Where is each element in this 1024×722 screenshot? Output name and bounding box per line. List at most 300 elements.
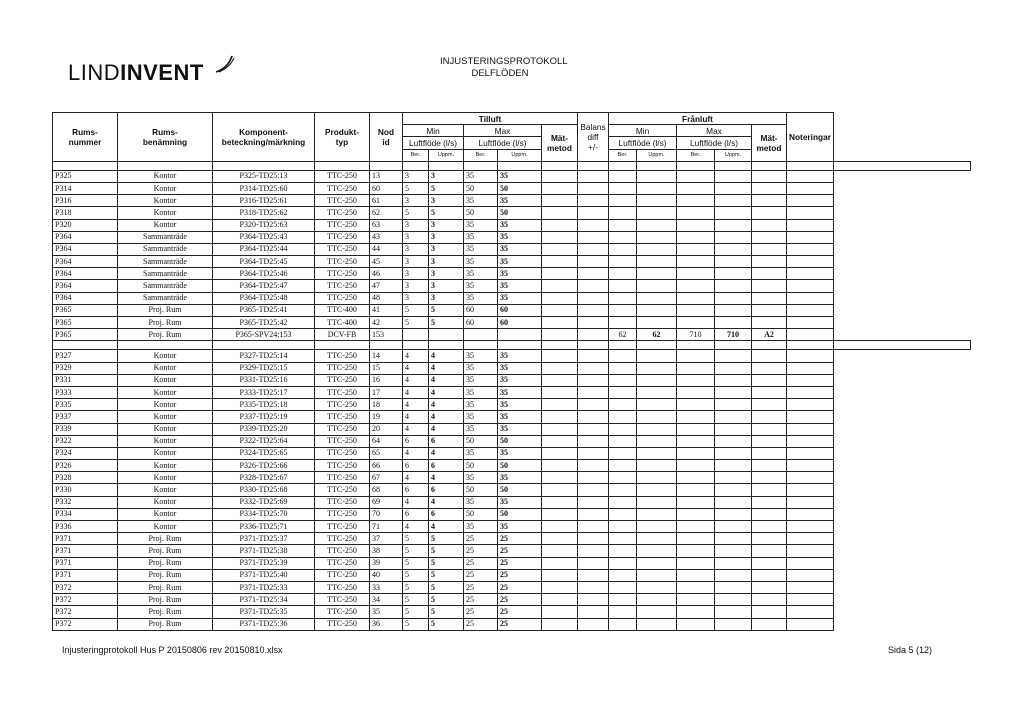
spacer-cell bbox=[370, 161, 403, 170]
cell-tilluft-max-uppm: 35 bbox=[498, 280, 542, 292]
col-header-franluft-matmetod: Mät- metod bbox=[752, 125, 787, 162]
cell-franluft-max-ber bbox=[677, 256, 715, 268]
cell-balans bbox=[578, 292, 609, 304]
cell-tilluft-max-ber: 35 bbox=[464, 472, 498, 484]
cell-tilluft-max-ber: 35 bbox=[464, 219, 498, 231]
cell-franluft-max-uppm bbox=[715, 219, 752, 231]
spacer-cell bbox=[609, 161, 637, 170]
cell-nod: 38 bbox=[370, 545, 403, 557]
col-header-ber: Ber. bbox=[609, 149, 637, 161]
cell-produkttyp: TTC-250 bbox=[315, 256, 370, 268]
document-title bbox=[440, 56, 568, 80]
cell-franluft-max-uppm bbox=[715, 569, 752, 581]
cell-tilluft-min-ber: 5 bbox=[403, 557, 429, 569]
cell-empty bbox=[787, 569, 834, 581]
table-row bbox=[53, 423, 971, 435]
cell-franluft-max-uppm bbox=[715, 594, 752, 606]
logo-swoosh-icon bbox=[216, 54, 236, 74]
cell-tilluft-min-ber: 5 bbox=[403, 207, 429, 219]
cell-franluft-min-ber bbox=[609, 219, 637, 231]
cell-tilluft-matmetod bbox=[542, 581, 578, 593]
cell-rumsbenamning: Kontor bbox=[118, 219, 213, 231]
table-row bbox=[53, 350, 971, 362]
cell-balans bbox=[578, 460, 609, 472]
cell-franluft-min-uppm bbox=[637, 460, 677, 472]
cell-tilluft-max-uppm: 25 bbox=[498, 581, 542, 593]
cell-franluft-max-uppm bbox=[715, 460, 752, 472]
table-row bbox=[53, 317, 971, 329]
cell-nod: 47 bbox=[370, 280, 403, 292]
cell-tilluft-max-ber: 35 bbox=[464, 423, 498, 435]
cell-komponent: P324-TD25:65 bbox=[213, 447, 315, 459]
cell-empty bbox=[787, 292, 834, 304]
cell-rumsnummer: P364 bbox=[53, 292, 118, 304]
cell-rumsnummer: P365 bbox=[53, 329, 118, 341]
cell-rumsnummer: P364 bbox=[53, 256, 118, 268]
cell-empty bbox=[787, 243, 834, 255]
cell-tilluft-min-uppm: 3 bbox=[429, 280, 464, 292]
cell-franluft-matmetod bbox=[752, 496, 787, 508]
cell-empty bbox=[787, 545, 834, 557]
spacer-cell bbox=[752, 341, 787, 350]
table-row bbox=[53, 329, 971, 341]
cell-rumsnummer: P364 bbox=[53, 280, 118, 292]
cell-tilluft-min-ber: 3 bbox=[403, 268, 429, 280]
cell-rumsbenamning: Kontor bbox=[118, 399, 213, 411]
cell-tilluft-max-ber: 25 bbox=[464, 557, 498, 569]
cell-empty bbox=[787, 350, 834, 362]
cell-empty bbox=[787, 182, 834, 194]
cell-rumsnummer: P331 bbox=[53, 374, 118, 386]
cell-komponent: P328-TD25:67 bbox=[213, 472, 315, 484]
cell-balans bbox=[578, 447, 609, 459]
cell-franluft-matmetod bbox=[752, 304, 787, 316]
cell-franluft-min-ber bbox=[609, 484, 637, 496]
cell-franluft-max-uppm bbox=[715, 243, 752, 255]
cell-balans bbox=[578, 569, 609, 581]
company-logo bbox=[68, 60, 204, 86]
cell-rumsnummer: P316 bbox=[53, 195, 118, 207]
cell-franluft-matmetod bbox=[752, 207, 787, 219]
cell-franluft-matmetod bbox=[752, 545, 787, 557]
cell-rumsbenamning: Sammanträde bbox=[118, 256, 213, 268]
cell-rumsnummer: P324 bbox=[53, 447, 118, 459]
cell-empty bbox=[787, 606, 834, 618]
cell-franluft-min-uppm bbox=[637, 374, 677, 386]
cell-rumsnummer: P337 bbox=[53, 411, 118, 423]
cell-empty bbox=[787, 594, 834, 606]
cell-tilluft-min-uppm bbox=[429, 329, 464, 341]
cell-rumsnummer: P364 bbox=[53, 268, 118, 280]
cell-franluft-max-uppm bbox=[715, 256, 752, 268]
cell-franluft-matmetod bbox=[752, 243, 787, 255]
cell-tilluft-max-uppm: 25 bbox=[498, 569, 542, 581]
cell-komponent: P371-TD25:33 bbox=[213, 581, 315, 593]
cell-franluft-min-uppm bbox=[637, 304, 677, 316]
cell-franluft-min-ber bbox=[609, 292, 637, 304]
cell-franluft-max-ber bbox=[677, 304, 715, 316]
cell-rumsbenamning: Proj. Rum bbox=[118, 557, 213, 569]
col-header-ber: Ber. bbox=[403, 149, 429, 161]
col-header-uppm: Uppm. bbox=[429, 149, 464, 161]
cell-franluft-matmetod bbox=[752, 557, 787, 569]
spacer-cell bbox=[118, 161, 213, 170]
cell-komponent: P339-TD25:20 bbox=[213, 423, 315, 435]
cell-nod: 70 bbox=[370, 508, 403, 520]
cell-rumsbenamning: Proj. Rum bbox=[118, 581, 213, 593]
cell-franluft-min-uppm bbox=[637, 569, 677, 581]
cell-rumsnummer: P327 bbox=[53, 350, 118, 362]
cell-tilluft-max-uppm: 35 bbox=[498, 399, 542, 411]
cell-franluft-min-ber bbox=[609, 435, 637, 447]
cell-tilluft-min-uppm: 4 bbox=[429, 362, 464, 374]
cell-tilluft-max-ber: 35 bbox=[464, 350, 498, 362]
cell-tilluft-min-uppm: 4 bbox=[429, 350, 464, 362]
cell-tilluft-max-uppm: 35 bbox=[498, 350, 542, 362]
cell-nod: 18 bbox=[370, 399, 403, 411]
cell-tilluft-max-ber: 35 bbox=[464, 362, 498, 374]
cell-tilluft-max-uppm: 35 bbox=[498, 521, 542, 533]
cell-franluft-max-ber bbox=[677, 362, 715, 374]
cell-franluft-max-uppm bbox=[715, 508, 752, 520]
cell-nod: 42 bbox=[370, 317, 403, 329]
spacer-cell bbox=[578, 341, 609, 350]
cell-produkttyp: TTC-250 bbox=[315, 557, 370, 569]
cell-tilluft-max-uppm: 35 bbox=[498, 472, 542, 484]
cell-tilluft-min-ber: 5 bbox=[403, 533, 429, 545]
col-header-tilluft-max-flode: Luftflöde (l/s) bbox=[464, 137, 542, 149]
cell-franluft-min-ber bbox=[609, 496, 637, 508]
spacer-cell bbox=[542, 341, 578, 350]
col-header-franluft-max-flode: Luftflöde (l/s) bbox=[677, 137, 752, 149]
cell-rumsbenamning: Kontor bbox=[118, 423, 213, 435]
cell-empty bbox=[787, 317, 834, 329]
cell-nod: 36 bbox=[370, 618, 403, 630]
cell-komponent: P364-TD25:44 bbox=[213, 243, 315, 255]
footer-filename: Injusteringprotokoll Hus P 20150806 rev 20150810.xlsx bbox=[62, 645, 283, 655]
cell-nod: 20 bbox=[370, 423, 403, 435]
cell-komponent: P364-TD25:48 bbox=[213, 292, 315, 304]
cell-tilluft-min-ber: 4 bbox=[403, 521, 429, 533]
cell-franluft-max-uppm bbox=[715, 447, 752, 459]
cell-tilluft-min-uppm: 5 bbox=[429, 533, 464, 545]
cell-nod: 65 bbox=[370, 447, 403, 459]
cell-franluft-min-uppm bbox=[637, 386, 677, 398]
cell-tilluft-max-uppm: 25 bbox=[498, 533, 542, 545]
cell-franluft-max-ber bbox=[677, 292, 715, 304]
cell-tilluft-matmetod bbox=[542, 362, 578, 374]
cell-nod: 39 bbox=[370, 557, 403, 569]
cell-tilluft-min-uppm: 4 bbox=[429, 472, 464, 484]
cell-franluft-max-ber bbox=[677, 280, 715, 292]
cell-empty bbox=[787, 329, 834, 341]
cell-komponent: P332-TD25:69 bbox=[213, 496, 315, 508]
cell-franluft-max-ber bbox=[677, 618, 715, 630]
cell-tilluft-max-ber: 35 bbox=[464, 280, 498, 292]
cell-franluft-max-uppm bbox=[715, 581, 752, 593]
cell-franluft-max-uppm bbox=[715, 521, 752, 533]
cell-empty bbox=[787, 280, 834, 292]
cell-tilluft-min-ber: 3 bbox=[403, 256, 429, 268]
cell-franluft-min-uppm bbox=[637, 350, 677, 362]
cell-franluft-min-ber bbox=[609, 581, 637, 593]
cell-tilluft-max-uppm: 35 bbox=[498, 423, 542, 435]
cell-tilluft-min-ber: 4 bbox=[403, 447, 429, 459]
cell-franluft-max-ber bbox=[677, 170, 715, 182]
table-row bbox=[53, 545, 971, 557]
cell-franluft-min-uppm bbox=[637, 521, 677, 533]
cell-tilluft-matmetod bbox=[542, 195, 578, 207]
cell-franluft-min-uppm bbox=[637, 533, 677, 545]
cell-empty bbox=[787, 386, 834, 398]
cell-franluft-matmetod bbox=[752, 280, 787, 292]
cell-tilluft-matmetod bbox=[542, 496, 578, 508]
cell-tilluft-matmetod bbox=[542, 170, 578, 182]
cell-komponent: P365-SPV24:153 bbox=[213, 329, 315, 341]
spacer-cell bbox=[429, 161, 464, 170]
cell-tilluft-max-ber: 50 bbox=[464, 460, 498, 472]
cell-komponent: P336-TD25:71 bbox=[213, 521, 315, 533]
table-row bbox=[53, 304, 971, 316]
cell-produkttyp: TTC-250 bbox=[315, 374, 370, 386]
cell-tilluft-min-ber: 4 bbox=[403, 399, 429, 411]
cell-tilluft-min-ber: 4 bbox=[403, 411, 429, 423]
cell-balans bbox=[578, 581, 609, 593]
cell-rumsnummer: P372 bbox=[53, 581, 118, 593]
cell-balans bbox=[578, 386, 609, 398]
cell-franluft-min-ber: 62 bbox=[609, 329, 637, 341]
table-row bbox=[53, 472, 971, 484]
spacer-cell bbox=[715, 341, 752, 350]
cell-produkttyp: TTC-250 bbox=[315, 533, 370, 545]
cell-franluft-max-ber: 710 bbox=[677, 329, 715, 341]
cell-franluft-min-ber bbox=[609, 472, 637, 484]
cell-franluft-max-uppm bbox=[715, 280, 752, 292]
cell-rumsbenamning: Kontor bbox=[118, 435, 213, 447]
table-row bbox=[53, 195, 971, 207]
cell-tilluft-matmetod bbox=[542, 411, 578, 423]
cell-tilluft-min-ber: 3 bbox=[403, 280, 429, 292]
spacer-cell bbox=[677, 341, 715, 350]
cell-produkttyp: TTC-250 bbox=[315, 350, 370, 362]
cell-rumsbenamning: Sammanträde bbox=[118, 280, 213, 292]
cell-rumsnummer: P333 bbox=[53, 386, 118, 398]
cell-tilluft-matmetod bbox=[542, 472, 578, 484]
cell-tilluft-max-uppm: 25 bbox=[498, 618, 542, 630]
cell-balans bbox=[578, 606, 609, 618]
spacer-cell bbox=[542, 161, 578, 170]
cell-franluft-min-ber bbox=[609, 508, 637, 520]
cell-franluft-max-ber bbox=[677, 606, 715, 618]
cell-balans bbox=[578, 304, 609, 316]
logo-text-bold: INVENT bbox=[120, 60, 204, 85]
cell-franluft-max-uppm bbox=[715, 545, 752, 557]
cell-franluft-min-uppm bbox=[637, 447, 677, 459]
cell-nod: 44 bbox=[370, 243, 403, 255]
cell-nod: 14 bbox=[370, 350, 403, 362]
cell-komponent: P329-TD25:15 bbox=[213, 362, 315, 374]
cell-nod: 37 bbox=[370, 533, 403, 545]
cell-nod: 68 bbox=[370, 484, 403, 496]
cell-franluft-min-uppm bbox=[637, 292, 677, 304]
cell-komponent: P325-TD25:13 bbox=[213, 170, 315, 182]
cell-tilluft-max-ber: 25 bbox=[464, 545, 498, 557]
cell-tilluft-min-uppm: 5 bbox=[429, 569, 464, 581]
cell-tilluft-min-ber bbox=[403, 329, 429, 341]
cell-empty bbox=[787, 304, 834, 316]
cell-tilluft-matmetod bbox=[542, 304, 578, 316]
cell-komponent: P331-TD25:16 bbox=[213, 374, 315, 386]
cell-franluft-min-uppm bbox=[637, 496, 677, 508]
cell-tilluft-max-ber bbox=[464, 329, 498, 341]
cell-produkttyp: TTC-400 bbox=[315, 304, 370, 316]
cell-nod: 33 bbox=[370, 581, 403, 593]
cell-franluft-matmetod bbox=[752, 170, 787, 182]
col-header-produkttyp: Produkt- typ bbox=[315, 113, 370, 162]
cell-franluft-max-ber bbox=[677, 411, 715, 423]
cell-produkttyp: TTC-250 bbox=[315, 182, 370, 194]
cell-franluft-min-uppm bbox=[637, 594, 677, 606]
cell-franluft-min-ber bbox=[609, 533, 637, 545]
cell-balans bbox=[578, 170, 609, 182]
cell-tilluft-min-uppm: 4 bbox=[429, 386, 464, 398]
cell-tilluft-max-uppm: 35 bbox=[498, 243, 542, 255]
cell-produkttyp: TTC-250 bbox=[315, 423, 370, 435]
cell-balans bbox=[578, 435, 609, 447]
col-header-rumsbenamning: Rums- benämning bbox=[118, 113, 213, 162]
cell-franluft-max-ber bbox=[677, 195, 715, 207]
spacer-cell bbox=[498, 341, 542, 350]
cell-rumsnummer: P365 bbox=[53, 317, 118, 329]
cell-franluft-max-uppm bbox=[715, 362, 752, 374]
cell-tilluft-min-ber: 4 bbox=[403, 496, 429, 508]
cell-tilluft-min-uppm: 5 bbox=[429, 557, 464, 569]
cell-rumsbenamning: Kontor bbox=[118, 521, 213, 533]
cell-rumsbenamning: Kontor bbox=[118, 508, 213, 520]
cell-nod: 16 bbox=[370, 374, 403, 386]
cell-nod: 67 bbox=[370, 472, 403, 484]
cell-produkttyp: TTC-250 bbox=[315, 399, 370, 411]
cell-rumsnummer: P326 bbox=[53, 460, 118, 472]
cell-balans bbox=[578, 182, 609, 194]
cell-franluft-min-ber bbox=[609, 268, 637, 280]
table-row bbox=[53, 557, 971, 569]
cell-franluft-matmetod bbox=[752, 350, 787, 362]
cell-franluft-max-uppm bbox=[715, 411, 752, 423]
cell-franluft-max-ber bbox=[677, 374, 715, 386]
group-header-tilluft: Tilluft bbox=[403, 113, 578, 125]
cell-franluft-min-uppm bbox=[637, 435, 677, 447]
cell-franluft-matmetod bbox=[752, 472, 787, 484]
cell-tilluft-min-ber: 6 bbox=[403, 435, 429, 447]
cell-tilluft-min-uppm: 5 bbox=[429, 606, 464, 618]
cell-tilluft-max-uppm: 35 bbox=[498, 496, 542, 508]
cell-tilluft-min-uppm: 6 bbox=[429, 484, 464, 496]
cell-tilluft-max-ber: 35 bbox=[464, 243, 498, 255]
cell-empty bbox=[787, 533, 834, 545]
cell-tilluft-min-ber: 5 bbox=[403, 304, 429, 316]
cell-franluft-min-ber bbox=[609, 374, 637, 386]
cell-tilluft-min-uppm: 5 bbox=[429, 182, 464, 194]
cell-rumsbenamning: Sammanträde bbox=[118, 243, 213, 255]
cell-empty bbox=[787, 447, 834, 459]
cell-empty bbox=[787, 508, 834, 520]
cell-franluft-max-ber bbox=[677, 581, 715, 593]
cell-franluft-matmetod bbox=[752, 219, 787, 231]
cell-tilluft-min-uppm: 5 bbox=[429, 581, 464, 593]
spacer-cell bbox=[787, 341, 834, 350]
cell-nod: 153 bbox=[370, 329, 403, 341]
cell-tilluft-min-uppm: 3 bbox=[429, 292, 464, 304]
col-header-uppm: Uppm. bbox=[715, 149, 752, 161]
cell-nod: 48 bbox=[370, 292, 403, 304]
cell-tilluft-max-ber: 35 bbox=[464, 231, 498, 243]
cell-produkttyp: TTC-250 bbox=[315, 508, 370, 520]
cell-tilluft-matmetod bbox=[542, 447, 578, 459]
cell-tilluft-min-uppm: 3 bbox=[429, 195, 464, 207]
cell-tilluft-matmetod bbox=[542, 435, 578, 447]
cell-tilluft-min-uppm: 4 bbox=[429, 521, 464, 533]
spacer-cell bbox=[315, 341, 370, 350]
cell-franluft-min-uppm bbox=[637, 423, 677, 435]
table-row bbox=[53, 508, 971, 520]
cell-tilluft-max-uppm: 25 bbox=[498, 606, 542, 618]
cell-franluft-max-ber bbox=[677, 386, 715, 398]
cell-empty bbox=[787, 362, 834, 374]
cell-tilluft-min-uppm: 5 bbox=[429, 317, 464, 329]
cell-empty bbox=[787, 268, 834, 280]
cell-franluft-matmetod bbox=[752, 581, 787, 593]
cell-franluft-min-ber bbox=[609, 606, 637, 618]
cell-tilluft-min-uppm: 5 bbox=[429, 207, 464, 219]
cell-rumsbenamning: Kontor bbox=[118, 484, 213, 496]
cell-franluft-max-ber bbox=[677, 545, 715, 557]
cell-nod: 64 bbox=[370, 435, 403, 447]
cell-franluft-max-ber bbox=[677, 460, 715, 472]
cell-franluft-max-ber bbox=[677, 399, 715, 411]
cell-rumsnummer: P365 bbox=[53, 304, 118, 316]
cell-franluft-min-uppm bbox=[637, 472, 677, 484]
cell-rumsnummer: P318 bbox=[53, 207, 118, 219]
cell-produkttyp: TTC-250 bbox=[315, 268, 370, 280]
cell-rumsbenamning: Proj. Rum bbox=[118, 618, 213, 630]
cell-balans bbox=[578, 195, 609, 207]
cell-franluft-max-ber bbox=[677, 557, 715, 569]
cell-tilluft-matmetod bbox=[542, 207, 578, 219]
cell-produkttyp: TTC-250 bbox=[315, 292, 370, 304]
cell-tilluft-max-uppm: 35 bbox=[498, 374, 542, 386]
table-row bbox=[53, 581, 971, 593]
cell-franluft-max-ber bbox=[677, 521, 715, 533]
cell-komponent: P322-TD25:64 bbox=[213, 435, 315, 447]
cell-franluft-min-uppm bbox=[637, 557, 677, 569]
cell-franluft-matmetod bbox=[752, 292, 787, 304]
cell-rumsbenamning: Sammanträde bbox=[118, 292, 213, 304]
cell-empty bbox=[787, 423, 834, 435]
cell-franluft-min-ber bbox=[609, 195, 637, 207]
cell-balans bbox=[578, 508, 609, 520]
cell-empty bbox=[787, 618, 834, 630]
cell-tilluft-min-uppm: 6 bbox=[429, 460, 464, 472]
spacer-cell bbox=[833, 161, 970, 170]
cell-rumsbenamning: Kontor bbox=[118, 362, 213, 374]
cell-tilluft-max-ber: 35 bbox=[464, 399, 498, 411]
cell-tilluft-matmetod bbox=[542, 182, 578, 194]
cell-produkttyp: TTC-250 bbox=[315, 170, 370, 182]
cell-nod: 66 bbox=[370, 460, 403, 472]
cell-produkttyp: TTC-250 bbox=[315, 484, 370, 496]
cell-rumsnummer: P322 bbox=[53, 435, 118, 447]
